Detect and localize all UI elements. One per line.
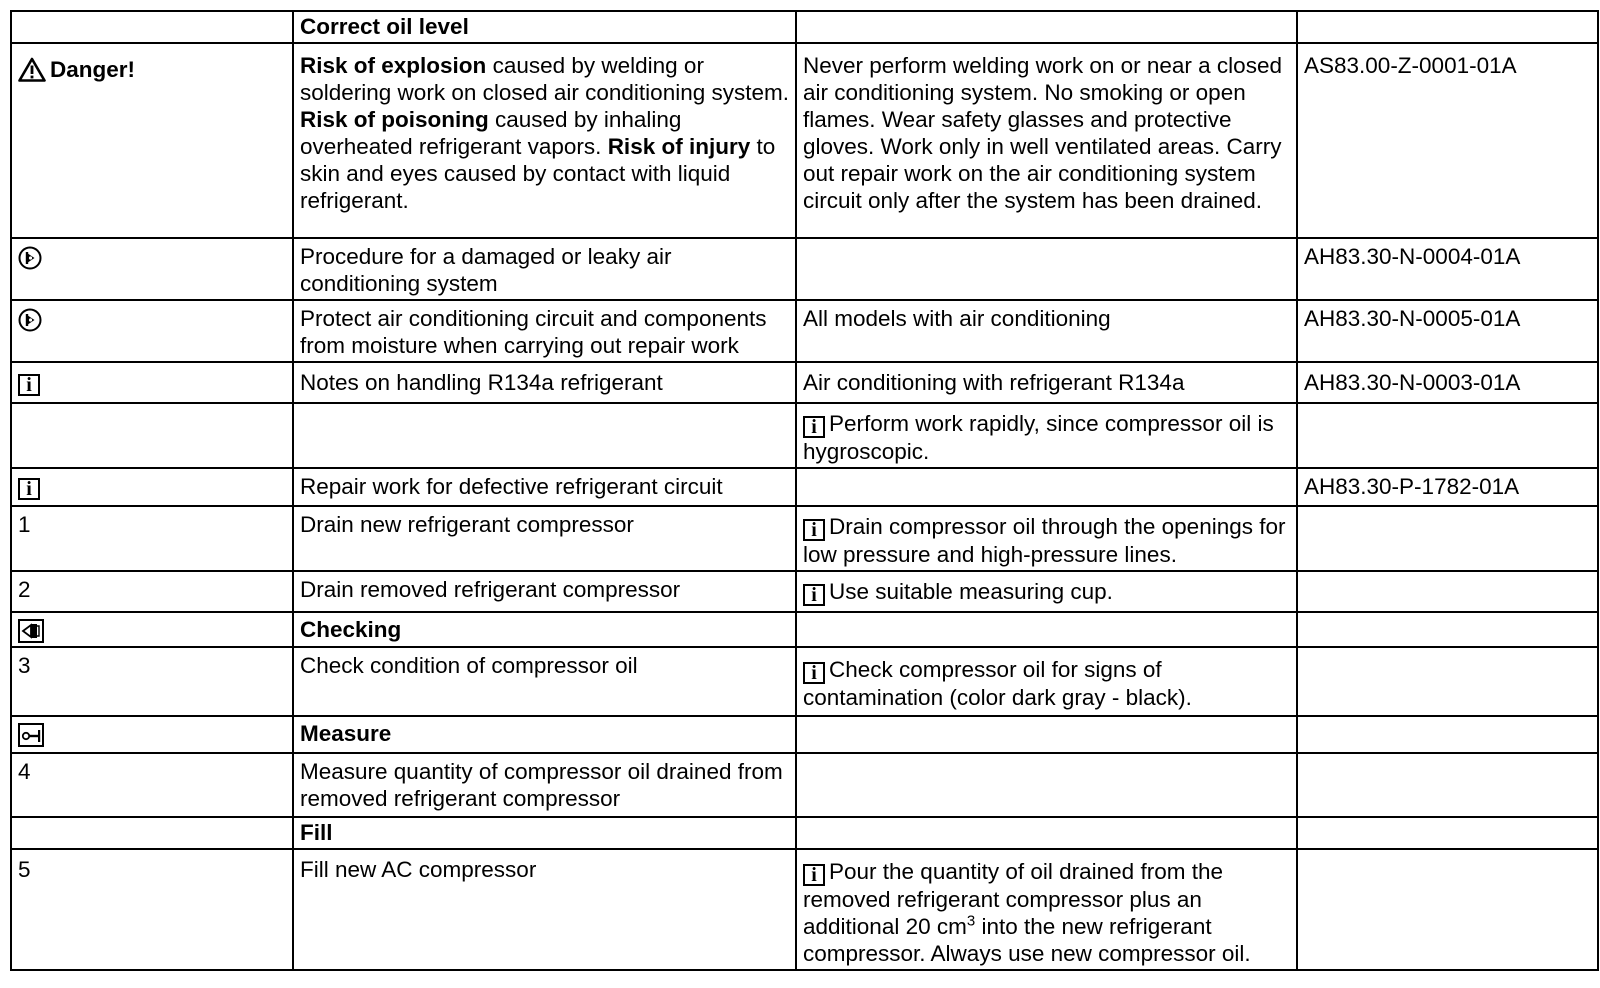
step-hint: i Use suitable measuring cup. — [796, 571, 1297, 612]
table-row — [11, 647, 1598, 716]
environment-note-icon — [18, 246, 42, 270]
danger-cell — [11, 43, 293, 238]
cell-empty — [11, 11, 293, 43]
cell-empty — [1297, 716, 1598, 753]
step-hint: i Pour the quantity of oil drained from the removed refrigerant compressor plus an additional 20 $cm^3$ into the new refrigerant compressor. Always use new compressor oil. — [796, 849, 1297, 970]
step-number: 2 — [11, 571, 293, 612]
step-text: Fill new AC compressor — [293, 849, 796, 970]
table-row — [11, 817, 1598, 849]
danger-description: Risk of explosion caused by welding or soldering work on closed air conditioning system. Risk of poisoning caused by inhaling overheated refrigerant vapors. Risk of injury to skin and eyes caused by contact with liquid refrigerant. — [293, 43, 796, 238]
danger-measures: Never perform welding work on or near a closed air conditioning system. No smoking or open flames. Wear safety glasses and protective gloves. Work only in well ventilated areas. Carry out repair work on the air conditioning system circuit only after the system has been drained. — [796, 43, 1297, 238]
info-icon: i — [18, 374, 40, 396]
step-number: 4 — [11, 753, 293, 817]
cell-empty — [796, 468, 1297, 506]
hint-cell: i Perform work rapidly, since compressor oil is hygroscopic. — [796, 403, 1297, 468]
note-applies — [796, 238, 1297, 300]
cell-empty — [11, 817, 293, 849]
risk-injury-label: Risk of injury — [607, 134, 751, 159]
info-icon: i — [803, 584, 825, 606]
cell-empty — [1297, 817, 1598, 849]
cell-empty — [1297, 612, 1598, 647]
cell-empty — [1297, 849, 1598, 970]
note-doc-link[interactable]: AH83.30-N-0005-01A — [1297, 300, 1598, 362]
cell-empty — [1297, 11, 1598, 43]
table-row — [11, 571, 1598, 612]
section-title: Correct oil level — [293, 11, 796, 43]
table-row — [11, 612, 1598, 647]
cell-empty — [1297, 403, 1598, 468]
note-text: Notes on handling R134a refrigerant — [293, 362, 796, 403]
info-icon: i — [803, 416, 825, 438]
step-text: Drain removed refrigerant compressor — [293, 571, 796, 612]
note-icon-cell — [11, 300, 293, 362]
step-number: 3 — [11, 647, 293, 716]
info-icon: i — [803, 864, 825, 886]
cell-empty — [796, 612, 1297, 647]
info-icon: i — [803, 519, 825, 541]
warning-triangle-icon — [18, 57, 46, 82]
section-title: Measure — [293, 716, 796, 753]
step-hint: i Drain compressor oil through the openings for low pressure and high-pressure lines. — [796, 506, 1297, 571]
step-hint: i Check compressor oil for signs of contamination (color dark gray - black). — [796, 647, 1297, 716]
cell-empty — [11, 403, 293, 468]
table-row — [11, 468, 1598, 506]
section-title: Checking — [293, 612, 796, 647]
note-text: Procedure for a damaged or leaky air conditioning system — [293, 238, 796, 300]
note-doc-link[interactable]: AH83.30-N-0003-01A — [1297, 362, 1598, 403]
cell-empty — [796, 817, 1297, 849]
note-text: Protect air conditioning circuit and components from moisture when carrying out repair work — [293, 300, 796, 362]
note-icon-cell — [11, 468, 293, 506]
note-doc-link[interactable]: AH83.30-N-0004-01A — [1297, 238, 1598, 300]
section-title: Fill — [293, 817, 796, 849]
note-applies: Air conditioning with refrigerant R134a — [796, 362, 1297, 403]
measure-gauge-icon — [18, 723, 44, 747]
note-applies: All models with air conditioning — [796, 300, 1297, 362]
cell-empty — [796, 716, 1297, 753]
danger-doc-link[interactable]: AS83.00-Z-0001-01A — [1297, 43, 1598, 238]
table-row — [11, 362, 1598, 403]
table-row — [11, 300, 1598, 362]
step-number: 1 — [11, 506, 293, 571]
cell-empty — [796, 11, 1297, 43]
note-doc-link[interactable]: AH83.30-P-1782-01A — [1297, 468, 1598, 506]
cell-empty — [1297, 753, 1598, 817]
step-text: Check condition of compressor oil — [293, 647, 796, 716]
step-number: 5 — [11, 849, 293, 970]
risk-explosion-label: Risk of explosion — [300, 53, 487, 78]
note-text: Repair work for defective refrigerant circuit — [293, 468, 796, 506]
table-row — [11, 849, 1598, 970]
table-row — [11, 753, 1598, 817]
table-row — [11, 238, 1598, 300]
table-row — [11, 43, 1598, 238]
table-row — [11, 506, 1598, 571]
checking-icon — [18, 619, 44, 643]
step-hint — [796, 753, 1297, 817]
danger-label: Danger! — [50, 56, 136, 82]
info-icon: i — [18, 478, 40, 500]
cell-empty — [1297, 647, 1598, 716]
cell-empty — [1297, 571, 1598, 612]
note-icon-cell — [11, 238, 293, 300]
info-icon: i — [803, 662, 825, 684]
step-text: Measure quantity of compressor oil drained from removed refrigerant compressor — [293, 753, 796, 817]
cell-empty — [293, 403, 796, 468]
table-row — [11, 11, 1598, 43]
procedure-table — [10, 10, 1599, 971]
cell-empty — [1297, 506, 1598, 571]
step-text: Drain new refrigerant compressor — [293, 506, 796, 571]
table-row — [11, 403, 1598, 468]
risk-poisoning-label: Risk of poisoning — [300, 107, 489, 132]
table-row — [11, 716, 1598, 753]
environment-note-icon — [18, 308, 42, 332]
section-icon-cell — [11, 716, 293, 753]
section-icon-cell — [11, 612, 293, 647]
note-icon-cell — [11, 362, 293, 403]
